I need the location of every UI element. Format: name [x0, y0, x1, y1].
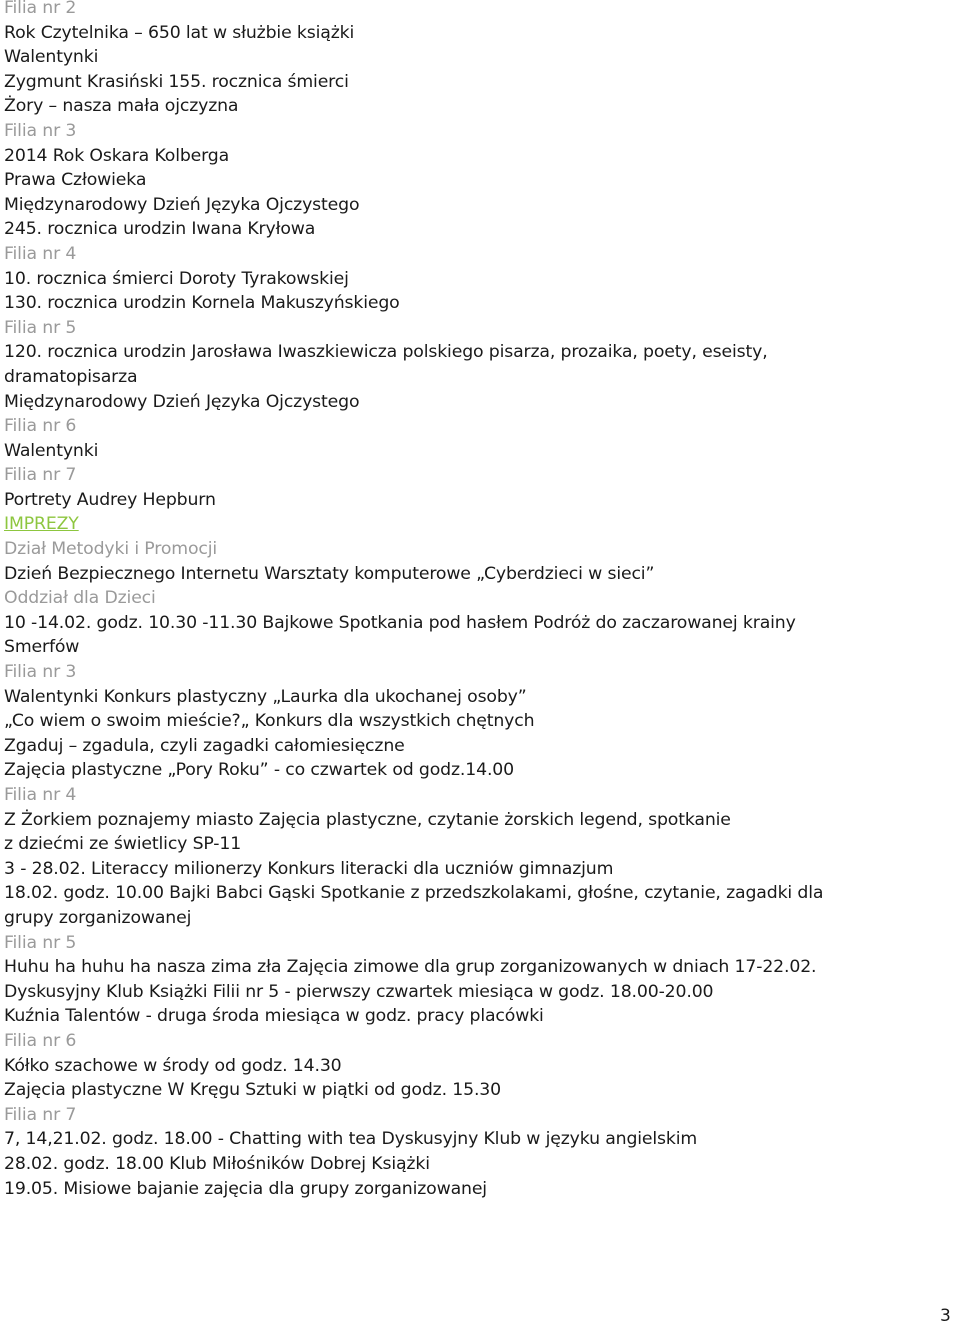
section-heading: Filia nr 6: [4, 1030, 77, 1051]
text-line: 245. rocznica urodzin Iwana Kryłowa: [4, 219, 316, 240]
section-heading: Filia nr 3: [4, 120, 77, 141]
text-line: 18.02. godz. 10.00 Bajki Babci Gąski Spotkanie z przedszkolakami, głośne, czytanie, zagadki dla: [4, 883, 824, 904]
imprezy-link[interactable]: IMPREZY: [4, 514, 79, 535]
section-heading: Filia nr 7: [4, 1104, 77, 1125]
text-line: Dzień Bezpiecznego Internetu Warsztaty komputerowe „Cyberdzieci w sieci”: [4, 563, 655, 584]
text-line: 120. rocznica urodzin Jarosława Iwaszkiewicza polskiego pisarza, prozaika, poety, eseisty,: [4, 342, 768, 363]
text-line: „Co wiem o swoim mieście?„ Konkurs dla wszystkich chętnych: [4, 711, 535, 732]
text-line: Walentynki: [4, 440, 99, 461]
section-heading: Filia nr 3: [4, 662, 77, 683]
text-line: 10 -14.02. godz. 10.30 -11.30 Bajkowe Spotkania pod hasłem Podróż do zaczarowanej krainy: [4, 612, 796, 633]
section-heading: Dział Metodyki i Promocji: [4, 539, 218, 560]
document-body: [4, 0, 954, 1201]
text-line: Z Żorkiem poznajemy miasto Zajęcia plastyczne, czytanie żorskich legend, spotkanie: [4, 809, 731, 830]
text-line: Prawa Człowieka: [4, 170, 147, 191]
section-heading: Filia nr 4: [4, 243, 77, 264]
text-line: 10. rocznica śmierci Doroty Tyrakowskiej: [4, 268, 349, 289]
text-line: Kuźnia Talentów - druga środa miesiąca w godz. pracy placówki: [4, 1006, 544, 1027]
text-line: Kółko szachowe w środy od godz. 14.30: [4, 1055, 342, 1076]
section-heading: Filia nr 4: [4, 785, 77, 805]
text-line: Rok Czytelnika – 650 lat w służbie książki: [4, 22, 355, 43]
section-heading: Filia nr 5: [4, 317, 77, 338]
text-line: Walentynki: [4, 47, 99, 68]
section-heading: Filia nr 6: [4, 416, 77, 437]
page-number: 3: [940, 1306, 951, 1326]
text-line: grupy zorganizowanej: [4, 907, 192, 928]
text-line: Portrety Audrey Hepburn: [4, 489, 216, 510]
text-line: Huhu ha huhu ha nasza zima zła Zajęcia zimowe dla grup zorganizowanych w dniach 17-22.02.: [4, 957, 817, 978]
text-line: Walentynki Konkurs plastyczny „Laurka dla ukochanej osoby”: [4, 686, 527, 707]
section-heading: Filia nr 5: [4, 932, 77, 953]
text-line: dramatopisarza: [4, 366, 138, 387]
text-line: 130. rocznica urodzin Kornela Makuszyńskiego: [4, 293, 400, 314]
text-line: 19.05. Misiowe bajanie zajęcia dla grupy zorganizowanej: [4, 1178, 487, 1199]
section-heading: Filia nr 7: [4, 465, 77, 486]
text-line: 2014 Rok Oskara Kolberga: [4, 145, 230, 166]
text-line: Zgaduj – zgadula, czyli zagadki całomiesięczne: [4, 735, 405, 756]
text-line: Międzynarodowy Dzień Języka Ojczystego: [4, 194, 360, 215]
text-line: Żory – nasza mała ojczyzna: [4, 96, 239, 117]
section-heading: Filia nr 2: [4, 0, 77, 18]
text-line: 7, 14,21.02. godz. 18.00 - Chatting with tea Dyskusyjny Klub w języku angielskim: [4, 1129, 698, 1150]
text-line: Zajęcia plastyczne „Pory Roku” - co czwartek od godz.14.00: [4, 760, 514, 781]
text-line: Zygmunt Krasiński 155. rocznica śmierci: [4, 71, 349, 92]
text-line: Zajęcia plastyczne W Kręgu Sztuki w piątki od godz. 15.30: [4, 1080, 501, 1101]
text-line: Dyskusyjny Klub Książki Filii nr 5 - pierwszy czwartek miesiąca w godz. 18.00-20.00: [4, 981, 714, 1002]
text-line: z dziećmi ze świetlicy SP-11: [4, 834, 242, 855]
text-line: 28.02. godz. 18.00 Klub Miłośników Dobrej Książki: [4, 1153, 430, 1174]
text-line: Smerfów: [4, 637, 80, 658]
text-line: Międzynarodowy Dzień Języka Ojczystego: [4, 391, 360, 412]
text-line: 3 - 28.02. Literaccy milionerzy Konkurs literacki dla uczniów gimnazjum: [4, 858, 614, 879]
section-heading: Oddział dla Dzieci: [4, 588, 156, 609]
